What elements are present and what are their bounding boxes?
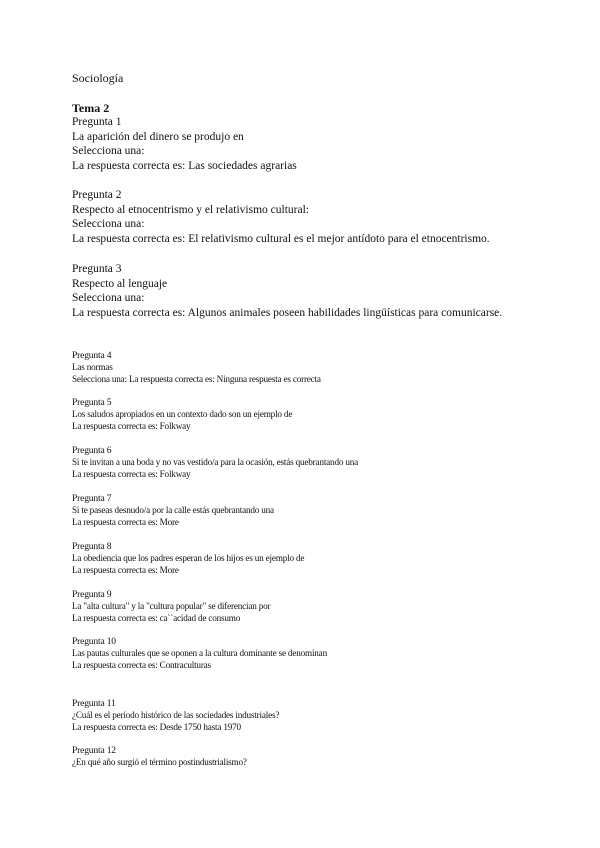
question-answer: La respuesta correcta es: Contraculturas bbox=[72, 659, 211, 670]
question-text: La obediencia que los padres esperan de los hijos es un ejemplo de bbox=[72, 552, 305, 563]
question-block bbox=[72, 188, 490, 246]
question-text: La aparición del dinero se produjo en bbox=[72, 130, 244, 143]
question-label: Pregunta 5 bbox=[72, 397, 112, 408]
question-block bbox=[72, 745, 247, 769]
question-block bbox=[72, 589, 270, 624]
question-select-prompt: Selecciona una: bbox=[72, 218, 145, 231]
question-label: Pregunta 8 bbox=[72, 541, 112, 552]
question-answer: La respuesta correcta es: Las sociedades agrarias bbox=[72, 159, 297, 172]
question-label: Pregunta 11 bbox=[72, 698, 116, 709]
question-text: La "alta cultura" y la "cultura popular" se diferencian por bbox=[72, 600, 271, 611]
question-label: Pregunta 2 bbox=[72, 189, 122, 201]
question-label: Pregunta 6 bbox=[72, 445, 112, 456]
question-block bbox=[72, 445, 358, 480]
question-text: Si te paseas desnudo/a por la calle estás quebrantando una bbox=[72, 504, 274, 515]
question-block bbox=[72, 541, 304, 576]
question-text: ¿En qué año surgió el término postindustrialismo? bbox=[72, 756, 247, 767]
question-text: Respecto al lenguaje bbox=[72, 277, 168, 290]
question-label: Pregunta 4 bbox=[72, 350, 112, 361]
question-text: Respecto al etnocentrismo y el relativismo cultural: bbox=[72, 203, 309, 216]
question-label: Pregunta 9 bbox=[72, 589, 112, 600]
question-select-prompt: Selecciona una: bbox=[72, 145, 145, 158]
question-answer: La respuesta correcta es: El relativismo cultural es el mejor antídoto para el etnocentrismo. bbox=[72, 232, 490, 245]
question-label: Pregunta 1 bbox=[72, 116, 122, 128]
topic-heading: Tema 2 bbox=[72, 101, 110, 115]
question-answer: La respuesta correcta es: Folkway bbox=[72, 420, 191, 431]
question-block bbox=[72, 397, 292, 432]
question-answer: Selecciona una: La respuesta correcta es: Ninguna respuesta es correcta bbox=[72, 373, 321, 384]
question-block bbox=[72, 493, 274, 528]
question-answer: La respuesta correcta es: Folkway bbox=[72, 468, 191, 479]
question-label: Pregunta 10 bbox=[72, 636, 116, 647]
question-text: Las pautas culturales que se oponen a la cultura dominante se denominan bbox=[72, 647, 327, 658]
question-answer: La respuesta correcta es: More bbox=[72, 564, 179, 575]
question-text: Si te invitan a una boda y no vas vestido/a para la ocasión, estás quebrantando una bbox=[72, 456, 358, 467]
question-answer: La respuesta correcta es: More bbox=[72, 516, 179, 527]
question-block bbox=[72, 636, 327, 671]
question-block bbox=[72, 350, 321, 385]
question-select-prompt: Selecciona una: bbox=[72, 292, 145, 305]
question-block bbox=[72, 698, 279, 733]
question-text: Los saludos apropiados en un contexto dado son un ejemplo de bbox=[72, 408, 293, 419]
question-label: Pregunta 12 bbox=[72, 745, 116, 756]
question-block bbox=[72, 115, 297, 173]
question-block bbox=[72, 262, 502, 320]
question-answer: La respuesta correcta es: Algunos animales poseen habilidades lingüísticas para comunicarse. bbox=[72, 306, 503, 319]
question-answer: La respuesta correcta es: Desde 1750 hasta 1970 bbox=[72, 721, 241, 732]
question-answer: La respuesta correcta es: ca``acidad de consumo bbox=[72, 612, 241, 623]
document-title: Sociología bbox=[72, 71, 124, 85]
question-label: Pregunta 7 bbox=[72, 493, 112, 504]
question-text: ¿Cuál es el período histórico de las sociedades industriales? bbox=[72, 709, 280, 720]
question-label: Pregunta 3 bbox=[72, 263, 122, 275]
question-text: Las normas bbox=[72, 361, 113, 372]
